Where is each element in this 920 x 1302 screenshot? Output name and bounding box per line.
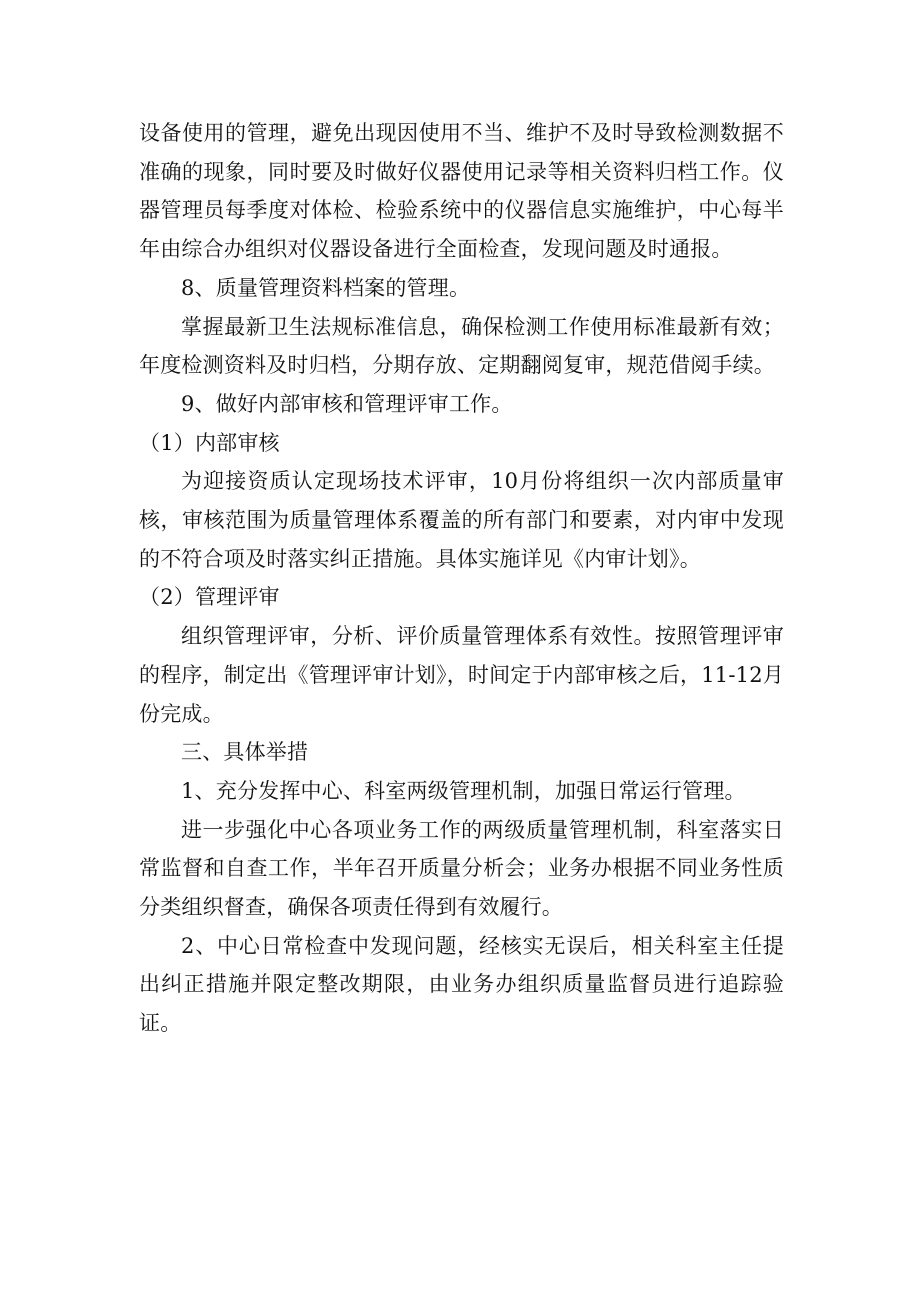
paragraph-two-level-mechanism: 进一步强化中心各项业务工作的两级质量管理机制，科室落实日常监督和自查工作，半年召开质量分析会；业务办根据不同业务性质分类组织督查，确保各项责任得到有效履行。 bbox=[139, 817, 784, 920]
heading-archive-management: 8、质量管理资料档案的管理。 bbox=[181, 275, 471, 300]
paragraph-issue-correction: 2、中心日常检查中发现问题，经核实无误后，相关科室主任提出纠正措施并限定整改期限，由业务办组织质量监督员进行追踪验证。 bbox=[139, 933, 784, 1036]
subheading-management-review: （2）管理评审 bbox=[139, 585, 280, 610]
heading-two-level-mechanism: 1、充分发挥中心、科室两级管理机制，加强日常运行管理。 bbox=[181, 778, 746, 803]
heading-internal-audit-and-review: 9、做好内部审核和管理评审工作。 bbox=[181, 391, 513, 416]
paragraph-management-review: 组织管理评审，分析、评价质量管理体系有效性。按照管理评审的程序，制定出《管理评审计划》，时间定于内部审核之后，11-12月份完成。 bbox=[139, 624, 784, 726]
subheading-internal-audit: （1）内部审核 bbox=[139, 430, 280, 455]
document-body bbox=[139, 114, 784, 1043]
paragraph-equipment-management: 设备使用的管理，避免出现因使用不当、维护不及时导致检测数据不准确的现象，同时要及时做好仪器使用记录等相关资料归档工作。仪器管理员每季度对体检、检验系统中的仪器信息实施维护，中心每半年由综合办组织对仪器设备进行全面检查，发现问题及时通报。 bbox=[139, 121, 784, 262]
paragraph-internal-audit: 为迎接资质认定现场技术评审，10月份将组织一次内部质量审核，审核范围为质量管理体系覆盖的所有部门和要素，对内审中发现的不符合项及时落实纠正措施。具体实施详见《内审计划》。 bbox=[139, 469, 784, 571]
heading-specific-measures: 三、具体举措 bbox=[181, 740, 309, 765]
paragraph-archive-management: 掌握最新卫生法规标准信息，确保检测工作使用标准最新有效；年度检测资料及时归档，分期存放、定期翻阅复审，规范借阅手续。 bbox=[139, 314, 784, 378]
